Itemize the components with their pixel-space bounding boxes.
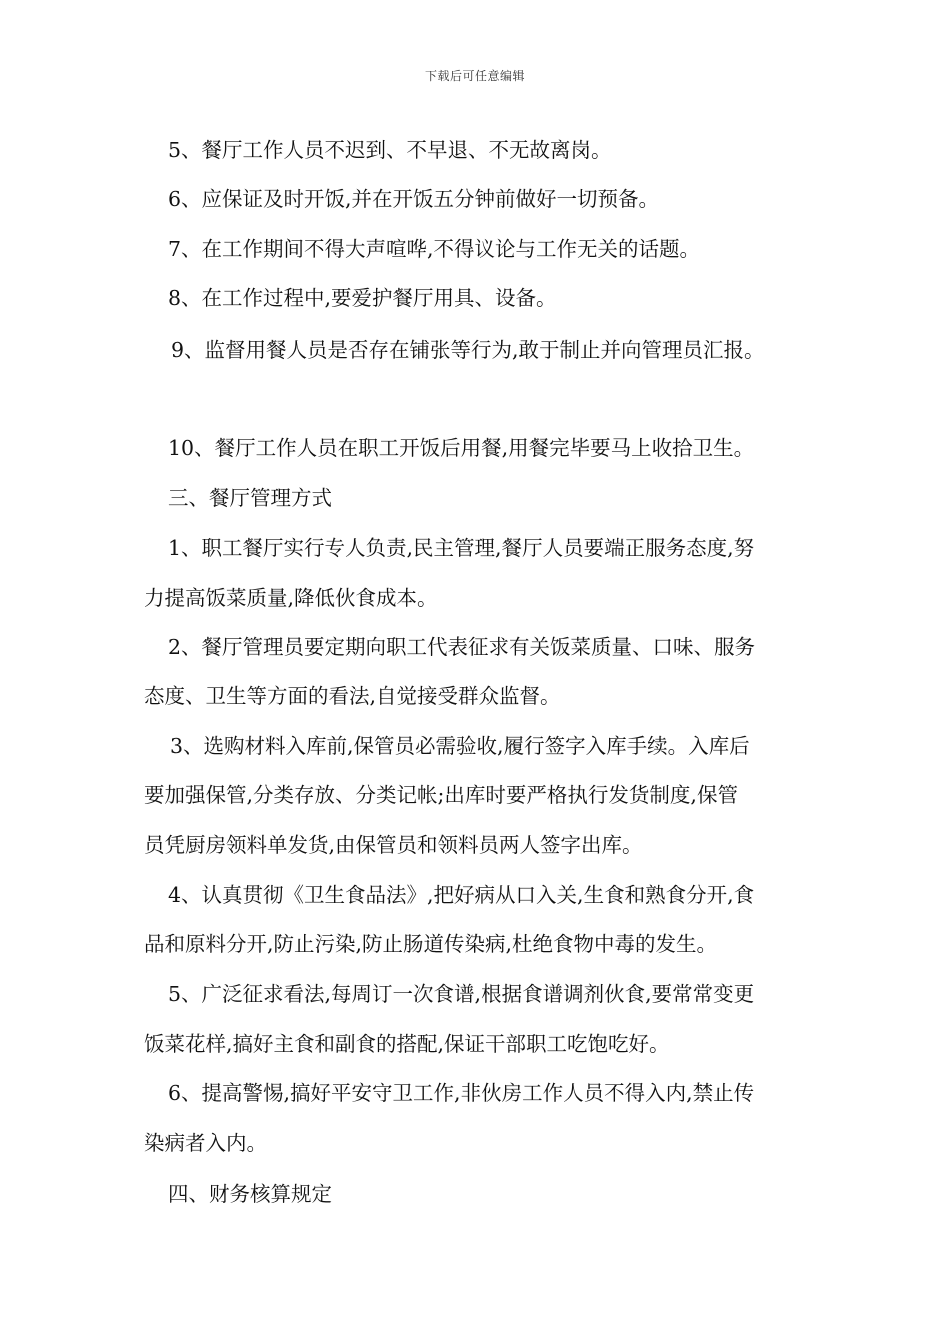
paragraph-4-line-2: 品和原料分开,防止污染,防止肠道传染病,杜绝食物中毒的发生。 bbox=[144, 932, 718, 956]
rule-item-9: 9、监督用餐人员是否存在铺张等行为,敢于制止并向管理员汇报。 bbox=[171, 338, 765, 362]
paragraph-5-line-1: 5、广泛征求看法,每周订一次食谱,根据食谱调剂伙食,要常常变更 bbox=[168, 982, 755, 1006]
paragraph-5-line-2: 饭菜花样,搞好主食和副食的搭配,保证干部职工吃饱吃好。 bbox=[144, 1032, 670, 1056]
paragraph-2-line-1: 2、餐厅管理员要定期向职工代表征求有关饭菜质量、口味、服务 bbox=[168, 635, 756, 659]
section-heading-4: 四、财务核算规定 bbox=[168, 1182, 332, 1206]
paragraph-6-line-1: 6、提高警惕,搞好平安守卫工作,非伙房工作人员不得入内,禁止传 bbox=[168, 1081, 755, 1105]
paragraph-1-line-2: 力提高饭菜质量,降低伙食成本。 bbox=[144, 586, 438, 610]
rule-item-8: 8、在工作过程中,要爱护餐厅用具、设备。 bbox=[168, 286, 557, 310]
paragraph-2-line-2: 态度、卫生等方面的看法,自觉接受群众监督。 bbox=[144, 684, 561, 708]
page-header: 下载后可任意编辑 bbox=[424, 69, 525, 83]
section-heading-3: 三、餐厅管理方式 bbox=[168, 486, 332, 510]
paragraph-3-line-1: 3、选购材料入库前,保管员必需验收,履行签字入库手续。入库后 bbox=[170, 734, 750, 758]
rule-item-5: 5、餐厅工作人员不迟到、不早退、不无故离岗。 bbox=[168, 138, 612, 162]
rule-item-7: 7、在工作期间不得大声喧哗,不得议论与工作无关的话题。 bbox=[168, 237, 701, 261]
paragraph-4-line-1: 4、认真贯彻《卫生食品法》,把好病从口入关,生食和熟食分开,食 bbox=[168, 883, 755, 907]
paragraph-6-line-2: 染病者入内。 bbox=[144, 1131, 267, 1155]
rule-item-6: 6、应保证及时开饭,并在开饭五分钟前做好一切预备。 bbox=[168, 187, 660, 211]
paragraph-3-line-2: 要加强保管,分类存放、分类记帐;出库时要严格执行发货制度,保管 bbox=[144, 783, 738, 807]
paragraph-3-line-3: 员凭厨房领料单发货,由保管员和领料员两人签字出库。 bbox=[144, 833, 643, 857]
rule-item-10: 10、餐厅工作人员在职工开饭后用餐,用餐完毕要马上收拾卫生。 bbox=[168, 436, 755, 460]
paragraph-1-line-1: 1、职工餐厅实行专人负责,民主管理,餐厅人员要端正服务态度,努 bbox=[168, 536, 755, 560]
